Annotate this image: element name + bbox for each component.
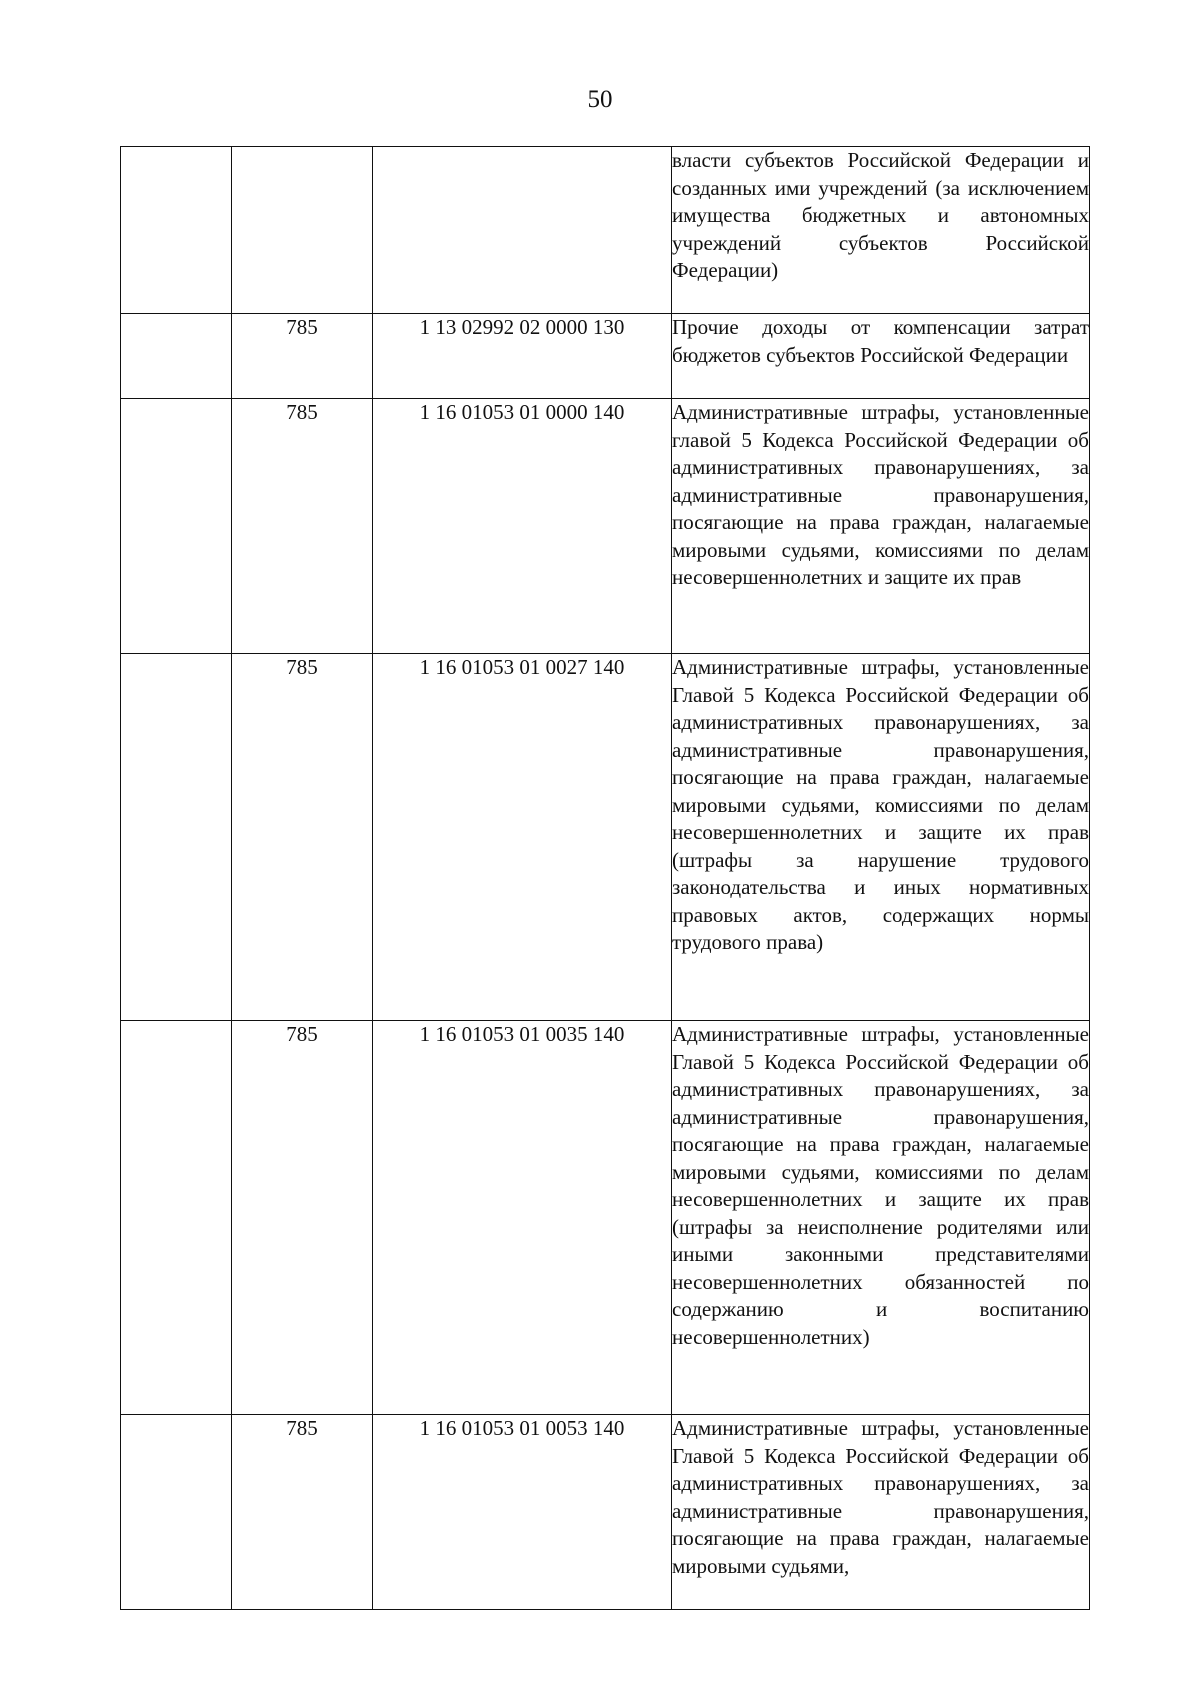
- table-row: [121, 1415, 1090, 1610]
- admin-code-cell: [232, 399, 373, 654]
- table-row: [121, 314, 1090, 399]
- empty-cell: [121, 1021, 232, 1415]
- description: Административные штрафы, установленные Главой 5 Кодекса Российской Федерации об административных правонарушениях, за административные правонарушения, посягающие на права граждан, налагаемые мировыми судьями, комиссиями по делам несовершеннолетних и защите их прав (штрафы за неисполнение родителями или иными законными представителями несовершеннолетних обязанностей по содержанию и воспитанию несовершеннолетних): [672, 1022, 1089, 1349]
- description: Административные штрафы, установленные главой 5 Кодекса Российской Федерации об административных правонарушениях, за административные правонарушения, посягающие на права граждан, налагаемые мировыми судьями, комиссиями по делам несовершеннолетних и защите их прав: [672, 400, 1089, 589]
- empty-cell: [121, 147, 232, 314]
- income-code-cell: [373, 399, 672, 654]
- income-codes-table: [120, 146, 1090, 1610]
- empty-cell: [121, 1415, 232, 1610]
- description: Административные штрафы, установленные Главой 5 Кодекса Российской Федерации об административных правонарушениях, за административные правонарушения, посягающие на права граждан, налагаемые мировыми судьями, комиссиями по делам несовершеннолетних и защите их прав (штрафы за нарушение трудового законодательства и иных нормативных правовых актов, содержащих нормы трудового права): [672, 655, 1089, 954]
- income-code: 1 16 01053 01 0053 140: [419, 1416, 625, 1440]
- empty-cell: [121, 654, 232, 1021]
- income-code-cell: [373, 654, 672, 1021]
- income-code-cell: [373, 147, 672, 314]
- description-cell: [672, 399, 1090, 654]
- description-cell: [672, 1021, 1090, 1415]
- admin-code-cell: [232, 1021, 373, 1415]
- admin-code-cell: [232, 654, 373, 1021]
- admin-code: 785: [286, 655, 318, 679]
- admin-code: 785: [286, 315, 318, 339]
- admin-code: 785: [286, 1416, 318, 1440]
- empty-cell: [121, 399, 232, 654]
- table-row: [121, 147, 1090, 314]
- income-code: 1 16 01053 01 0027 140: [419, 655, 625, 679]
- description-cell: [672, 1415, 1090, 1610]
- income-code-cell: [373, 314, 672, 399]
- income-code: 1 16 01053 01 0035 140: [419, 1022, 625, 1046]
- admin-code: 785: [286, 1022, 318, 1046]
- admin-code-cell: [232, 1415, 373, 1610]
- description: власти субъектов Российской Федерации и созданных ими учреждений (за исключением имущества бюджетных и автономных учреждений субъектов Российской Федерации): [672, 148, 1089, 282]
- description-cell: [672, 654, 1090, 1021]
- income-code: 1 13 02992 02 0000 130: [419, 315, 625, 339]
- income-code-cell: [373, 1021, 672, 1415]
- table-row: [121, 399, 1090, 654]
- description-cell: [672, 314, 1090, 399]
- description: Прочие доходы от компенсации затрат бюджетов субъектов Российской Федерации: [672, 315, 1089, 367]
- income-code: 1 16 01053 01 0000 140: [419, 400, 625, 424]
- income-code-cell: [373, 1415, 672, 1610]
- table-row: [121, 654, 1090, 1021]
- description: Административные штрафы, установленные Главой 5 Кодекса Российской Федерации об административных правонарушениях, за административные правонарушения, посягающие на права граждан, налагаемые мировыми судьями,: [672, 1416, 1089, 1578]
- admin-code: 785: [286, 400, 318, 424]
- admin-code-cell: [232, 147, 373, 314]
- admin-code-cell: [232, 314, 373, 399]
- empty-cell: [121, 314, 232, 399]
- table-row: [121, 1021, 1090, 1415]
- page-number: 50: [587, 86, 613, 113]
- description-cell: [672, 147, 1090, 314]
